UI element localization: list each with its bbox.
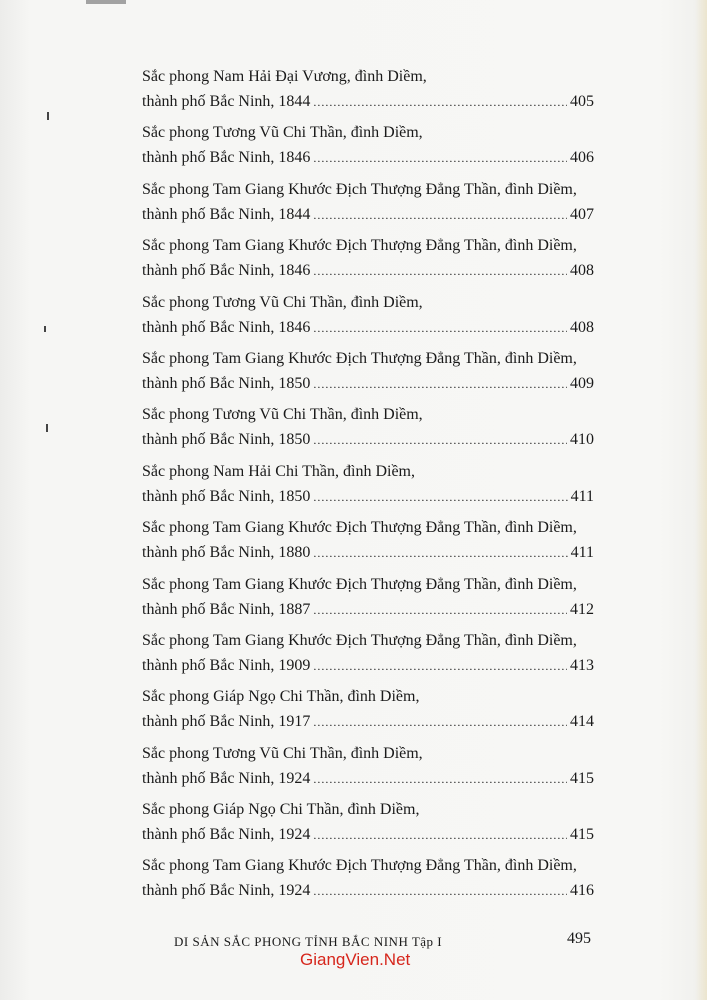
toc-entry-title: Sắc phong Tam Giang Khước Địch Thượng Đẳng Thần, đình Diềm, (142, 575, 577, 593)
toc-entry-location-line (142, 822, 594, 848)
toc-entry-title: Sắc phong Giáp Ngọ Chi Thần, đình Diềm, (142, 688, 420, 706)
toc-dot-leader (313, 90, 567, 115)
toc-entry-place: thành phố Bắc Ninh, 1924 (142, 882, 311, 900)
toc-entry-place: thành phố Bắc Ninh, 1846 (142, 149, 311, 167)
toc-entry-location-line (142, 540, 594, 566)
toc-dot-leader (313, 485, 567, 510)
toc-entry-place: thành phố Bắc Ninh, 1844 (142, 205, 311, 223)
toc-entry-title: Sắc phong Nam Hải Chi Thần, đình Diềm, (142, 462, 415, 480)
footer-page-number: 495 (567, 930, 591, 947)
toc-entry-page-number: 416 (570, 882, 594, 900)
toc-entry-place: thành phố Bắc Ninh, 1850 (142, 374, 311, 392)
toc-entry-place: thành phố Bắc Ninh, 1846 (142, 318, 311, 336)
toc-entry-place: thành phố Bắc Ninh, 1917 (142, 713, 311, 731)
toc-dot-leader (313, 372, 567, 397)
toc-entry-location-line (142, 202, 594, 228)
toc-entry (142, 853, 594, 909)
toc-entry-title: Sắc phong Tam Giang Khước Địch Thượng Đẳng Thần, đình Diềm, (142, 349, 577, 367)
toc-dot-leader (313, 428, 567, 453)
toc-entry (142, 64, 594, 120)
toc-entry-location-line (142, 653, 594, 679)
toc-entry-place: thành phố Bắc Ninh, 1924 (142, 769, 311, 787)
toc-entry-page-number: 415 (570, 769, 594, 787)
toc-entry-page-number: 409 (570, 374, 594, 392)
table-of-contents (142, 64, 594, 910)
toc-entry-page-number: 412 (570, 600, 594, 618)
toc-entry-title: Sắc phong Tương Vũ Chi Thần, đình Diềm, (142, 744, 423, 762)
toc-entry-page-number: 406 (570, 149, 594, 167)
toc-entry (142, 741, 594, 797)
toc-entry-place: thành phố Bắc Ninh, 1846 (142, 262, 311, 280)
toc-entry-location-line (142, 427, 594, 453)
toc-entry (142, 120, 594, 176)
toc-entry (142, 233, 594, 289)
toc-entry (142, 459, 594, 515)
toc-entry (142, 515, 594, 571)
toc-entry-location-line (142, 371, 594, 397)
toc-entry-title: Sắc phong Tam Giang Khước Địch Thượng Đẳng Thần, đình Diềm, (142, 857, 577, 875)
toc-entry-page-number: 405 (570, 93, 594, 110)
toc-entry (142, 572, 594, 628)
toc-dot-leader (313, 316, 567, 341)
toc-dot-leader (313, 259, 567, 284)
toc-entry-place: thành phố Bắc Ninh, 1880 (142, 544, 311, 562)
toc-entry-place: thành phố Bắc Ninh, 1887 (142, 600, 311, 618)
toc-entry (142, 402, 594, 458)
toc-entry-title: Sắc phong Tam Giang Khước Địch Thượng Đẳng Thần, đình Diềm, (142, 519, 577, 537)
toc-entry-location-line (142, 145, 594, 171)
toc-entry-page-number: 407 (570, 205, 594, 223)
toc-entry (142, 628, 594, 684)
toc-dot-leader (313, 767, 567, 792)
toc-entry-page-number: 413 (570, 656, 594, 674)
toc-entry-page-number: 411 (570, 544, 594, 562)
toc-entry-place: thành phố Bắc Ninh, 1844 (142, 93, 311, 110)
toc-dot-leader (313, 879, 567, 904)
toc-entry-title: Sắc phong Tương Vũ Chi Thần, đình Diềm, (142, 293, 423, 311)
toc-entry (142, 290, 594, 346)
toc-entry-page-number: 414 (570, 713, 594, 731)
toc-entry-location-line (142, 597, 594, 623)
toc-dot-leader (313, 203, 567, 228)
scan-mark-left-2 (44, 326, 46, 332)
toc-entry-title: Sắc phong Tam Giang Khước Địch Thượng Đẳng Thần, đình Diềm, (142, 631, 577, 649)
toc-entry-location-line (142, 878, 594, 904)
toc-dot-leader (313, 710, 567, 735)
toc-entry-location-line (142, 709, 594, 735)
scan-mark-left-3 (46, 424, 48, 432)
toc-entry (142, 797, 594, 853)
toc-entry (142, 346, 594, 402)
toc-entry-location-line (142, 766, 594, 792)
toc-entry-title: Sắc phong Giáp Ngọ Chi Thần, đình Diềm, (142, 801, 420, 819)
toc-entry-title: Sắc phong Tương Vũ Chi Thần, đình Diềm, (142, 406, 423, 424)
toc-entry-location-line (142, 315, 594, 341)
page-edge-shadow (695, 0, 707, 1000)
toc-dot-leader (313, 598, 567, 623)
toc-entry-location-line (142, 484, 594, 510)
toc-entry (142, 684, 594, 740)
toc-entry-place: thành phố Bắc Ninh, 1850 (142, 431, 311, 449)
toc-entry-page-number: 415 (570, 826, 594, 844)
toc-entry-location-line (142, 89, 594, 115)
toc-dot-leader (313, 541, 567, 566)
toc-entry-location-line (142, 258, 594, 284)
scan-mark-top (86, 0, 126, 4)
toc-entry-place: thành phố Bắc Ninh, 1924 (142, 826, 311, 844)
scan-mark-left-1 (47, 112, 49, 120)
footer-book-title: DI SẢN SẮC PHONG TỈNH BẮC NINH Tập I (174, 934, 443, 949)
toc-entry-title: Sắc phong Tương Vũ Chi Thần, đình Diềm, (142, 124, 423, 142)
toc-entry-title: Sắc phong Nam Hải Đại Vương, đình Diềm, (142, 68, 427, 85)
toc-entry-page-number: 411 (570, 487, 594, 505)
toc-entry (142, 177, 594, 233)
toc-entry-page-number: 408 (570, 318, 594, 336)
toc-entry-place: thành phố Bắc Ninh, 1909 (142, 656, 311, 674)
toc-entry-place: thành phố Bắc Ninh, 1850 (142, 487, 311, 505)
toc-entry-page-number: 410 (570, 431, 594, 449)
toc-entry-title: Sắc phong Tam Giang Khước Địch Thượng Đẳng Thần, đình Diềm, (142, 237, 577, 255)
toc-entry-page-number: 408 (570, 262, 594, 280)
toc-dot-leader (313, 654, 567, 679)
toc-entry-title: Sắc phong Tam Giang Khước Địch Thượng Đẳng Thần, đình Diềm, (142, 180, 577, 198)
toc-dot-leader (313, 146, 567, 171)
watermark: GiangVien.Net (300, 950, 411, 969)
toc-dot-leader (313, 823, 567, 848)
